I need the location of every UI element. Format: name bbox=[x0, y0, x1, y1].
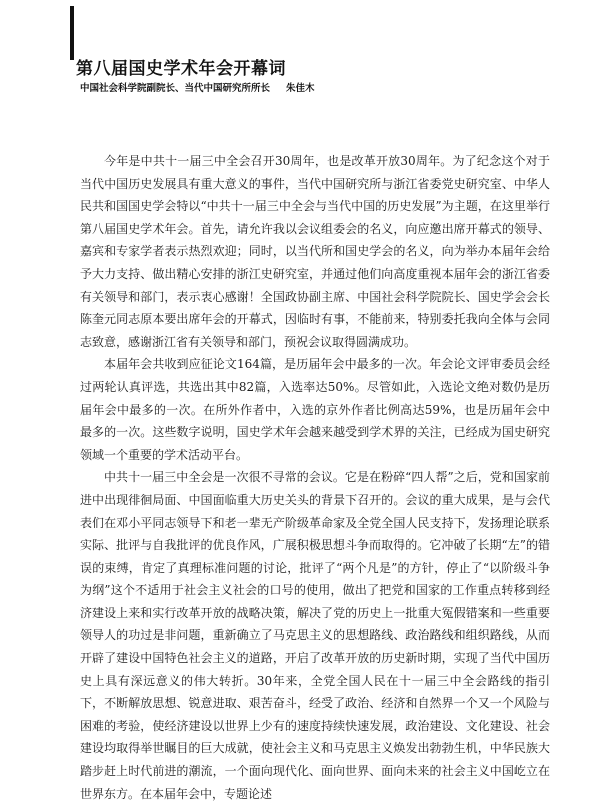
paragraph: 中共十一届三中全会是一次很不寻常的会议。它是在粉碎“四人帮”之后，党和国家前进中出现徘徊局面、中国面临重大历史关头的背景下召开的。会议的重大成果，是与会代表们在邓小平同志领导下和老一辈无产阶级革命家及全党全国人民支持下，发扬理论联系实际、批评与自我批评的优良作风，广展积极思想斗争而取得的。它冲破了长期“左”的错误的束缚，肯定了真理标准问题的讨论，批评了“两个凡是”的方针，停止了“以阶级斗争为纲”这个不适用于社会主义社会的口号的使用，做出了把党和国家的工作重点转移到经济建设上来和实行改革开放的战略决策，解决了党的历史上一批重大冤假错案和一些重要领导人的功过是非问题，重新确立了马克思主义的思想路线、政治路线和组织路线，从而开辟了建设中国特色社会主义的道路，开启了改革开放的历史新时期，实现了当代中国历史上具有深远意义的伟大转折。30年来，全党全国人民在十一届三中全会路线的指引下，不断解放思想、锐意进取、艰苦奋斗，经受了政治、经济和自然界一个又一个风险与困难的考验，使经济建设以世界上少有的速度持续快速发展，政治建设、文化建设、社会建设均取得举世瞩目的巨大成就，使社会主义和马克思主义焕发出勃勃生机，中华民族大踏步赶上时代前进的潮流，一个面向现代化、面向世界、面向未来的社会主义中国屹立在世界东方。在本届年会中，专题论述 bbox=[80, 470, 550, 801]
paragraph: 本届年会共收到应征论文164篇，是历届年会中最多的一次。年会论文评审委员会经过两轮认真评选，共选出其中82篇，入选率达50%。尽管如此，入选论文绝对数仍是历届年会中最多的一次。在所外作者中，入选的京外作者比例高达59%，也是历届年会中最多的一次。这些数字说明，国史学术年会越来越受到学术界的关注，已经成为国史研究领域一个重要的学术活动平台。 bbox=[80, 357, 550, 462]
byline bbox=[80, 80, 315, 94]
paragraph: 今年是中共十一届三中全会召开30周年，也是改革开放30周年。为了纪念这个对于当代中国历史发展具有重大意义的事件，当代中国研究所与浙江省委党史研究室、中华人民共和国国史学会特以“中共十一届三中全会与当代中国的历史发展”为主题，在这里举行第八届国史学术年会。首先，请允许我以会议组委会的名义，向应邀出席开幕式的领导、嘉宾和专家学者表示热烈欢迎；同时，以当代所和国史学会的名义，向为举办本届年会给予大力支持、做出精心安排的浙江史研究室，并通过他们向高度重视本届年会的浙江省委有关领导和部门，表示衷心感谢！全国政协副主席、中国社会科学院院长、国史学会会长陈奎元同志原本要出席年会的开幕式，因临时有事，不能前来，特别委托我向全体与会同志致意，感谢浙江省有关领导和部门，预祝会议取得圆满成功。 bbox=[80, 154, 550, 349]
article-title: 第八届国史学术年会开幕词 bbox=[76, 59, 286, 79]
article-body bbox=[80, 150, 550, 805]
margin-bar bbox=[70, 6, 74, 60]
byline-role: 中国社会科学院副院长、当代中国研究所所长 bbox=[80, 83, 271, 94]
byline-author: 朱佳木 bbox=[286, 83, 315, 94]
